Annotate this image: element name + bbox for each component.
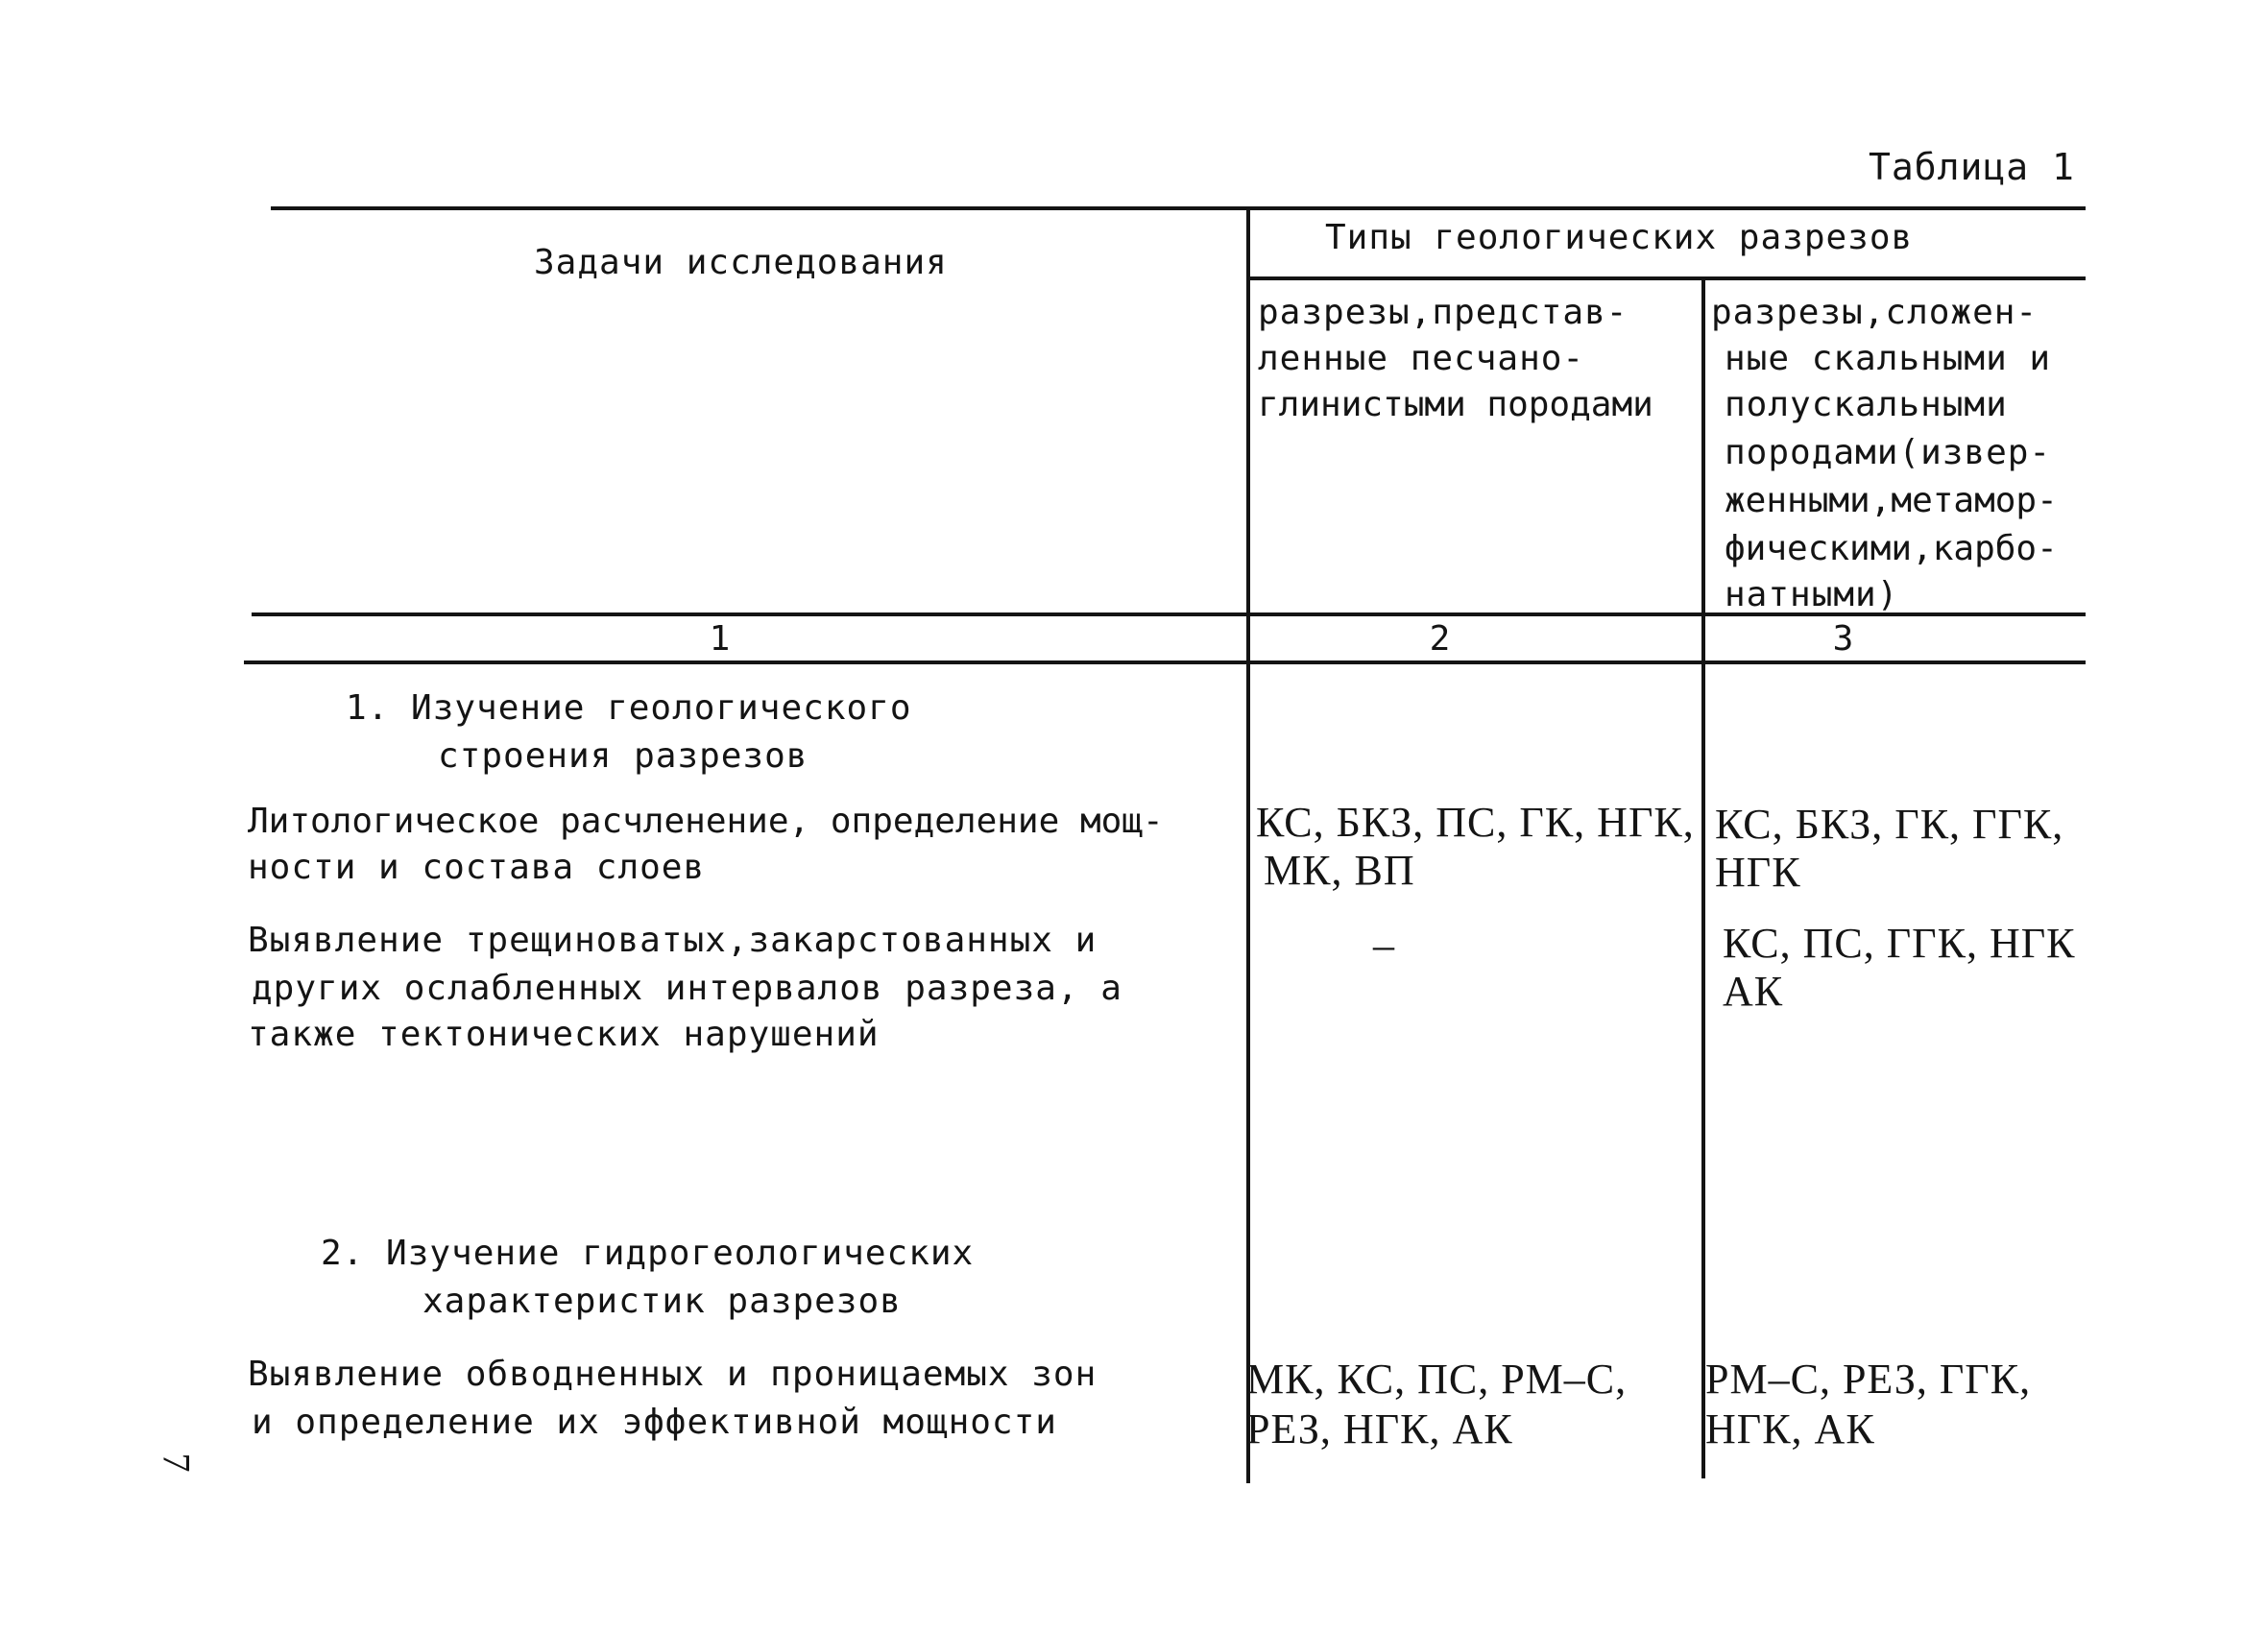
group-header-rule xyxy=(1248,276,2086,280)
header-col3-line: натными) xyxy=(1725,575,1899,614)
methods-col2: МК, КС, ПС, РМ–С, xyxy=(1246,1356,1628,1403)
section-2-title-line2: характеристик разрезов xyxy=(422,1282,902,1321)
column-divider-1 xyxy=(1246,206,1250,1483)
task-text: Литологическое расчленение, определение мощ- xyxy=(248,802,1164,841)
section-2-title: 2. Изучение гидрогеологических xyxy=(321,1234,975,1273)
header-col2-line: глинистыми породами xyxy=(1258,385,1653,424)
task-text: ности и состава слоев xyxy=(248,848,706,887)
methods-col3: КС, БКЗ, ГК, ГГК, xyxy=(1715,801,2064,848)
column-number-2: 2 xyxy=(1429,619,1452,659)
task-text: и определение их эффективной мощности xyxy=(252,1403,1057,1442)
methods-col3: АК xyxy=(1723,968,1784,1015)
methods-col3: НГК xyxy=(1715,849,1801,896)
column-number-1: 1 xyxy=(709,619,732,659)
table-caption: Таблица 1 xyxy=(1869,146,2075,188)
header-col3-line: полускальными xyxy=(1725,385,2008,424)
task-text: Выявление обводненных и проницаемых зон xyxy=(248,1355,1098,1394)
methods-col2: МК, ВП xyxy=(1264,847,1415,894)
header-col3-line: ные скальными и xyxy=(1725,339,2052,378)
header-col2-line: разрезы,представ- xyxy=(1258,293,1629,332)
methods-col3: НГК, АК xyxy=(1705,1405,1875,1453)
header-col3-line: женными,метамор- xyxy=(1725,481,2058,520)
methods-col3: РМ–С, РЕЗ, ГГК, xyxy=(1705,1356,2032,1403)
header-col3-line: фическими,карбо- xyxy=(1725,529,2058,568)
methods-col2: РЕЗ, НГК, АК xyxy=(1246,1405,1513,1453)
section-1-title-line2: строения разрезов xyxy=(438,736,808,776)
column-number-3: 3 xyxy=(1832,619,1855,659)
header-col1: Задачи исследования xyxy=(534,243,948,282)
task-text: Выявление трещиноватых,закарстованных и xyxy=(248,921,1098,960)
header-group: Типы геологических разрезов xyxy=(1325,218,1914,257)
header-col3-line: разрезы,сложен- xyxy=(1711,293,2039,332)
methods-col2: КС, БКЗ, ПС, ГК, НГК, xyxy=(1256,799,1695,846)
page-number: 7 xyxy=(155,1453,199,1473)
task-text: также тектонических нарушений xyxy=(248,1015,880,1054)
section-1-title: 1. Изучение геологического xyxy=(346,688,912,728)
header-col3-line: породами(извер- xyxy=(1725,433,2052,472)
header-col2-line: ленные песчано- xyxy=(1258,339,1585,378)
methods-col2: – xyxy=(1373,922,1395,969)
table-top-rule xyxy=(271,206,2086,210)
task-text: других ослабленных интервалов разреза, а xyxy=(252,969,1122,1008)
methods-col3: КС, ПС, ГГК, НГК xyxy=(1723,920,2076,967)
column-divider-2 xyxy=(1701,278,1705,1478)
